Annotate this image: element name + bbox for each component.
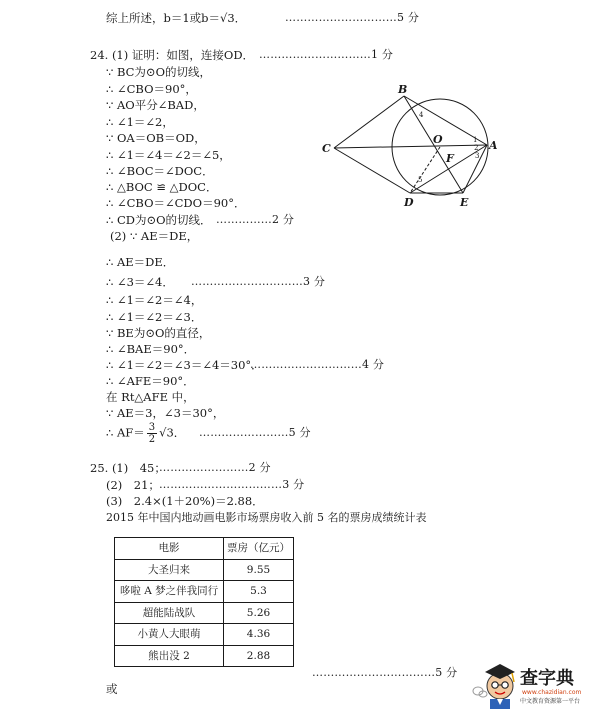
point-label: A [489,139,498,152]
logo-graphic [470,650,600,713]
table-row [115,559,294,581]
table-title: 2015 年中国内地动画电影市场票房收入前 5 名的票房成绩统计表 [106,511,427,524]
fraction [147,422,157,445]
text-line: ∴ ∠1＝∠2＝∠4， [106,293,203,307]
table-header-row [115,538,294,560]
score-dots: ……………………………3 分 [159,478,305,491]
point-label: D [404,196,414,209]
wechat-icon [473,687,487,697]
table-cell-film: 超能陆战队 [115,602,224,624]
text-line: ∴ CD为⊙O的切线． [106,213,212,227]
score-dots: …………………………3 分 [191,275,326,288]
logo-slogan: 中文教育资源第一平台 [520,698,581,705]
point-label: E [460,196,469,209]
text-line: ∵ BE为⊙O的直径， [106,326,211,340]
text-line [106,422,185,445]
question-25-part-2: (2) 21； [106,478,160,492]
question-24-part-1: 24. (1) 证明：如图，连接OD． [90,48,255,62]
text-line: 在 Rt△AFE 中， [106,390,195,404]
text-line: ∴ ∠1＝∠2＝∠3＝∠4＝30°． [106,358,263,372]
angle-label: 2 [474,144,479,152]
table-header-cell: 电影 [115,538,224,560]
chazidian-logo [470,650,600,713]
fraction-denominator: 2 [148,434,156,445]
text-line: ∴ ∠1＝∠4＝∠2＝∠5， [106,148,231,162]
table-cell-value: 5.26 [224,602,294,624]
score-dots: …………………………4 分 [250,358,385,371]
point-label: C [322,142,331,155]
question-24-part-2: (2) ∵ AE＝DE， [110,229,199,243]
segment-od-dashed [410,147,440,193]
formula-suffix: √3． [159,425,186,440]
text-line: ∴ ∠1＝∠2＝∠3． [106,310,203,324]
text-line: ∴ ∠BOC＝∠DOC． [106,164,214,178]
question-25-part-1: 25. (1) 45； [90,461,166,475]
table-cell-value: 2.88 [224,645,294,667]
logo-title: 查字典 [520,668,574,689]
table-header-cell: 票房（亿元） [224,538,294,560]
segment-ca [334,145,487,148]
geometry-figure [318,80,508,220]
score-dots: …………………………5 分 [285,11,420,24]
formula-prefix: ∴ AF＝ [106,425,145,440]
table-row [115,645,294,667]
angle-label: 5 [418,176,423,184]
score-dots: ……………………5 分 [199,426,311,439]
angle-label: 1 [473,136,478,144]
text-line: ∵ AE＝3，∠3＝30°， [106,406,225,420]
angle-label: 4 [419,111,424,119]
table-cell-film: 哆啦 A 梦之伴我同行 [115,581,224,603]
graduate-mascot-icon [485,664,515,709]
text-line: ∴ ∠BAE＝90°． [106,342,196,356]
table-cell-film: 熊出没 2 [115,645,224,667]
text-line: ∴ ∠CBO＝∠CDO＝90°． [106,196,246,210]
text-line: 或 [106,682,118,696]
segment-cb [334,96,404,148]
table-cell-value: 4.36 [224,624,294,646]
score-dots: ……………………2 分 [159,461,271,474]
text-line: 综上所述，b＝1或b＝√3． [106,11,247,25]
table-row [115,602,294,624]
table-cell-value: 5.3 [224,581,294,603]
text-line: ∴ ∠1＝∠2， [106,115,174,129]
table-cell-film: 小黄人大眼萌 [115,624,224,646]
table-cell-film: 大圣归来 [115,559,224,581]
text-line: ∴ AE＝DE． [106,255,175,269]
question-25-part-3: (3) 2.4×(1＋20%)＝2.88． [106,494,264,508]
score-dots: ……………2 分 [216,213,295,226]
table-cell-value: 9.55 [224,559,294,581]
text-line: ∴ ∠CBO＝90°， [106,82,197,96]
text-line: ∵ AO平分∠BAD， [106,98,205,112]
point-label: F [446,152,454,165]
text-line: ∴ △BOC ≌ △DOC． [106,180,218,194]
fraction-numerator: 3 [148,422,156,433]
text-line: ∵ BC为⊙O的切线， [106,65,211,79]
table-row [115,581,294,603]
score-dots: ……………………………5 分 [312,666,458,679]
angle-label: 3 [475,152,480,160]
point-label: B [398,83,408,96]
box-office-table [114,537,294,667]
text-line: ∵ OA＝OB＝OD， [106,131,206,145]
table-row [115,624,294,646]
text-line: ∴ ∠AFE＝90°． [106,374,195,388]
score-dots: …………………………1 分 [259,48,394,61]
logo-url: www.chazidian.com [522,689,582,696]
point-label: O [433,133,443,146]
text-line: ∴ ∠3＝∠4． [106,275,174,289]
